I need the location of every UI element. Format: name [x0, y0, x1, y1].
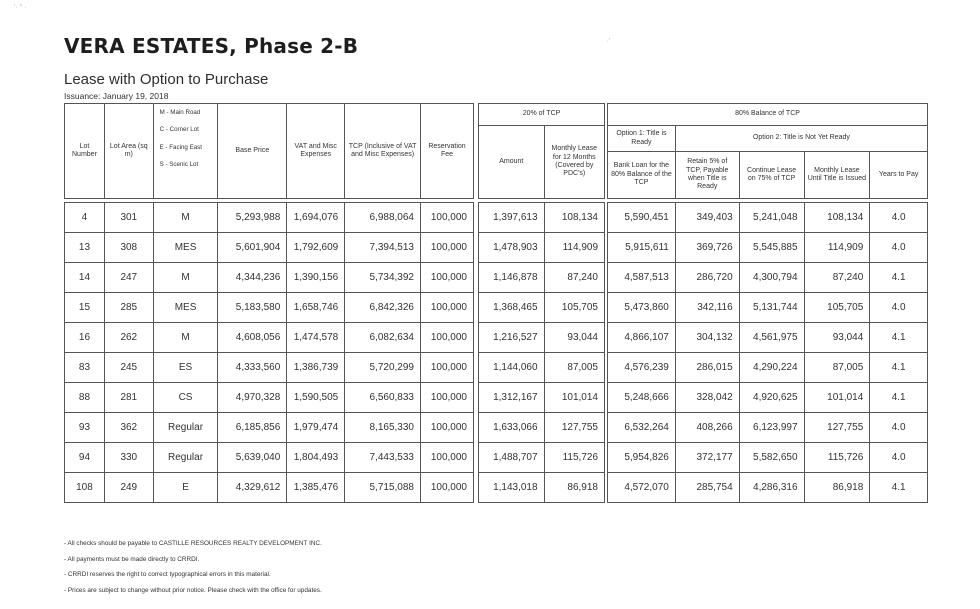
header-vat-misc: VAT and Misc Expenses: [287, 104, 345, 199]
header-monthly-until-title: Monthly Lease Until Title is Issued: [804, 152, 870, 199]
header-continue-lease: Continue Lease on 75% of TCP: [739, 152, 804, 199]
cell-amount: 1,144,060: [479, 353, 545, 383]
cell-vat-misc: 1,386,739: [287, 353, 345, 383]
cell-monthly-lease-12: 86,918: [544, 473, 604, 503]
code-legend-item: M - Main Road: [159, 109, 201, 116]
table-row: [608, 353, 928, 383]
cell-vat-misc: 1,792,609: [287, 233, 345, 263]
cell-years-to-pay: 4.0: [870, 443, 928, 473]
cell-vat-misc: 1,390,156: [287, 263, 345, 293]
cell-continue-lease: 5,582,650: [739, 443, 804, 473]
cell-monthly-until-title: 114,909: [804, 233, 870, 263]
table-row: [479, 383, 605, 413]
cell-lot-area: 245: [104, 353, 153, 383]
cell-vat-misc: 1,590,505: [287, 383, 345, 413]
page-title: VERA ESTATES, Phase 2-B: [64, 34, 359, 58]
cell-monthly-lease-12: 93,044: [544, 323, 604, 353]
cell-monthly-lease-12: 114,909: [544, 233, 604, 263]
cell-lot-area: 330: [104, 443, 153, 473]
cell-tcp: 8,165,330: [345, 413, 421, 443]
code-legend-item: S - Scenic Lot: [159, 161, 199, 169]
table-row: [479, 413, 605, 443]
cell-amount: 1,146,878: [479, 263, 545, 293]
note-item: - CRRDI reserves the right to correct typographical errors in this material.: [64, 571, 271, 578]
cell-retain-five: 349,403: [675, 203, 739, 233]
cell-lot-number: 83: [65, 353, 105, 383]
table-row: [479, 203, 605, 233]
cell-monthly-until-title: 86,918: [804, 473, 870, 503]
table-row: [608, 323, 928, 353]
header-base-price: Base Price: [218, 104, 287, 199]
cell-lot-code: MES: [153, 233, 218, 263]
header-lot-codes: [153, 104, 218, 199]
cell-lot-code: Regular: [153, 443, 218, 473]
price-table-eighty: [607, 103, 928, 503]
cell-tcp: 5,720,299: [345, 353, 421, 383]
price-table-left: [64, 103, 474, 503]
cell-vat-misc: 1,694,076: [287, 203, 345, 233]
issuance-date: Issuance: January 19, 2018: [64, 91, 169, 101]
cell-reservation-fee: 100,000: [421, 293, 474, 323]
cell-tcp: 6,842,326: [345, 293, 421, 323]
cell-retain-five: 286,015: [675, 353, 739, 383]
cell-continue-lease: 4,286,316: [739, 473, 804, 503]
cell-monthly-until-title: 108,134: [804, 203, 870, 233]
header-option-2: Option 2: Title is Not Yet Ready: [675, 126, 927, 152]
cell-tcp: 6,560,833: [345, 383, 421, 413]
cell-monthly-lease-12: 108,134: [544, 203, 604, 233]
cell-continue-lease: 5,545,885: [739, 233, 804, 263]
cell-monthly-until-title: 115,726: [804, 443, 870, 473]
cell-amount: 1,488,707: [479, 443, 545, 473]
table-row: [479, 353, 605, 383]
cell-lot-number: 13: [65, 233, 105, 263]
table-row: [479, 233, 605, 263]
header-eighty-percent: 80% Balance of TCP: [608, 104, 928, 126]
cell-lot-area: 247: [104, 263, 153, 293]
cell-years-to-pay: 4.1: [870, 383, 928, 413]
cell-lot-number: 88: [65, 383, 105, 413]
cell-bank-loan: 4,866,107: [608, 323, 676, 353]
cell-retain-five: 372,177: [675, 443, 739, 473]
cell-lot-code: M: [153, 263, 218, 293]
cell-reservation-fee: 100,000: [421, 203, 474, 233]
cell-vat-misc: 1,474,578: [287, 323, 345, 353]
cell-base-price: 4,608,056: [218, 323, 287, 353]
header-years-to-pay: Years to Pay: [870, 152, 928, 199]
cell-amount: 1,312,167: [479, 383, 545, 413]
table-row: [65, 473, 474, 503]
cell-monthly-until-title: 101,014: [804, 383, 870, 413]
header-lot-number: Lot Number: [65, 104, 105, 199]
cell-tcp: 6,082,634: [345, 323, 421, 353]
note-item: - All payments must be made directly to CRRDI.: [64, 555, 200, 563]
table-row: [479, 473, 605, 503]
cell-retain-five: 328,042: [675, 383, 739, 413]
cell-lot-area: 249: [104, 473, 153, 503]
header-option-1: Option 1: Title is Ready: [608, 126, 676, 152]
cell-lot-number: 14: [65, 263, 105, 293]
cell-retain-five: 304,132: [675, 323, 739, 353]
cell-years-to-pay: 4.1: [870, 473, 928, 503]
table-row: [65, 413, 474, 443]
header-retain-five: Retain 5% of TCP, Payable when Title is Ready: [675, 152, 739, 199]
cell-bank-loan: 5,954,826: [608, 443, 676, 473]
note-item: - Prices are subject to change without prior notice. Please check with the office for updates.: [64, 586, 322, 594]
cell-continue-lease: 4,561,975: [739, 323, 804, 353]
table-row: [479, 293, 605, 323]
cell-amount: 1,368,465: [479, 293, 545, 323]
cell-reservation-fee: 100,000: [421, 263, 474, 293]
cell-bank-loan: 6,532,264: [608, 413, 676, 443]
table-row: [608, 293, 928, 323]
cell-retain-five: 285,754: [675, 473, 739, 503]
table-row: [65, 353, 474, 383]
cell-years-to-pay: 4.1: [870, 323, 928, 353]
cell-continue-lease: 4,300,794: [739, 263, 804, 293]
table-row: [608, 203, 928, 233]
cell-reservation-fee: 100,000: [421, 323, 474, 353]
cell-years-to-pay: 4.0: [870, 203, 928, 233]
cell-bank-loan: 5,248,666: [608, 383, 676, 413]
cell-vat-misc: 1,658,746: [287, 293, 345, 323]
header-monthly-lease-12: Monthly Lease for 12 Months (Covered by PDC's): [544, 126, 604, 199]
cell-vat-misc: 1,979,474: [287, 413, 345, 443]
table-row: [65, 293, 474, 323]
cell-reservation-fee: 100,000: [421, 233, 474, 263]
cell-lot-code: M: [153, 323, 218, 353]
table-row: [608, 473, 928, 503]
cell-bank-loan: 4,587,513: [608, 263, 676, 293]
cell-bank-loan: 5,915,611: [608, 233, 676, 263]
note-item: - All checks should be payable to CASTILLE RESOURCES REALTY DEVELOPMENT INC.: [64, 540, 322, 547]
cell-lot-code: M: [153, 203, 218, 233]
table-row: [65, 323, 474, 353]
header-reservation-fee: Reservation Fee: [421, 104, 474, 199]
cell-lot-area: 262: [104, 323, 153, 353]
cell-lot-area: 301: [104, 203, 153, 233]
cell-tcp: 7,443,533: [345, 443, 421, 473]
scan-mark: ‘· “ ·: [14, 4, 27, 11]
cell-continue-lease: 5,241,048: [739, 203, 804, 233]
table-row: [479, 323, 605, 353]
cell-base-price: 5,183,580: [218, 293, 287, 323]
cell-continue-lease: 5,131,744: [739, 293, 804, 323]
header-twenty-percent: 20% of TCP: [479, 104, 605, 126]
header-bank-loan: Bank Loan for the 80% Balance of the TCP: [608, 152, 676, 199]
cell-lot-number: 93: [65, 413, 105, 443]
cell-reservation-fee: 100,000: [421, 383, 474, 413]
cell-lot-area: 362: [104, 413, 153, 443]
table-row: [65, 443, 474, 473]
cell-bank-loan: 4,576,239: [608, 353, 676, 383]
cell-monthly-lease-12: 87,005: [544, 353, 604, 383]
cell-base-price: 5,293,988: [218, 203, 287, 233]
cell-monthly-lease-12: 87,240: [544, 263, 604, 293]
table-row: [608, 233, 928, 263]
cell-base-price: 5,639,040: [218, 443, 287, 473]
cell-years-to-pay: 4.0: [870, 413, 928, 443]
cell-years-to-pay: 4.0: [870, 233, 928, 263]
table-row: [65, 203, 474, 233]
cell-base-price: 4,970,328: [218, 383, 287, 413]
cell-lot-code: MES: [153, 293, 218, 323]
header-lot-area: Lot Area (sq m): [104, 104, 153, 199]
cell-base-price: 6,185,856: [218, 413, 287, 443]
cell-reservation-fee: 100,000: [421, 443, 474, 473]
table-row: [608, 443, 928, 473]
cell-lot-number: 16: [65, 323, 105, 353]
cell-continue-lease: 4,920,625: [739, 383, 804, 413]
cell-monthly-until-title: 127,755: [804, 413, 870, 443]
cell-monthly-lease-12: 127,755: [544, 413, 604, 443]
table-row: [65, 233, 474, 263]
scan-mark: ·’: [606, 38, 610, 45]
cell-base-price: 5,601,904: [218, 233, 287, 263]
cell-reservation-fee: 100,000: [421, 353, 474, 383]
cell-lot-code: Regular: [153, 413, 218, 443]
footer-notes: [64, 536, 322, 598]
cell-lot-code: CS: [153, 383, 218, 413]
cell-tcp: 5,734,392: [345, 263, 421, 293]
cell-years-to-pay: 4.1: [870, 353, 928, 383]
cell-vat-misc: 1,385,476: [287, 473, 345, 503]
cell-amount: 1,216,527: [479, 323, 545, 353]
cell-base-price: 4,344,236: [218, 263, 287, 293]
cell-base-price: 4,333,560: [218, 353, 287, 383]
cell-bank-loan: 4,572,070: [608, 473, 676, 503]
cell-monthly-until-title: 87,005: [804, 353, 870, 383]
cell-tcp: 6,988,064: [345, 203, 421, 233]
cell-bank-loan: 5,590,451: [608, 203, 676, 233]
cell-monthly-until-title: 87,240: [804, 263, 870, 293]
cell-bank-loan: 5,473,860: [608, 293, 676, 323]
cell-retain-five: 286,720: [675, 263, 739, 293]
table-row: [65, 263, 474, 293]
cell-amount: 1,478,903: [479, 233, 545, 263]
price-table-twenty: [478, 103, 605, 503]
cell-lot-number: 94: [65, 443, 105, 473]
page-subtitle: Lease with Option to Purchase: [64, 71, 269, 88]
cell-retain-five: 342,116: [675, 293, 739, 323]
cell-monthly-until-title: 93,044: [804, 323, 870, 353]
cell-lot-code: ES: [153, 353, 218, 383]
table-row: [608, 263, 928, 293]
code-legend-item: E - Facing East: [159, 143, 202, 151]
header-amount: Amount: [479, 126, 545, 199]
cell-tcp: 5,715,088: [345, 473, 421, 503]
cell-lot-area: 308: [104, 233, 153, 263]
cell-base-price: 4,329,612: [218, 473, 287, 503]
table-row: [65, 383, 474, 413]
code-legend-item: C - Corner Lot: [159, 126, 199, 134]
cell-monthly-lease-12: 105,705: [544, 293, 604, 323]
cell-lot-number: 15: [65, 293, 105, 323]
cell-monthly-lease-12: 101,014: [544, 383, 604, 413]
cell-years-to-pay: 4.1: [870, 263, 928, 293]
cell-lot-number: 4: [65, 203, 105, 233]
header-tcp: TCP (Inclusive of VAT and Misc Expenses): [345, 104, 421, 199]
table-row: [608, 413, 928, 443]
cell-monthly-until-title: 105,705: [804, 293, 870, 323]
cell-continue-lease: 6,123,997: [739, 413, 804, 443]
cell-lot-number: 108: [65, 473, 105, 503]
cell-amount: 1,397,613: [479, 203, 545, 233]
cell-retain-five: 408,266: [675, 413, 739, 443]
cell-amount: 1,143,018: [479, 473, 545, 503]
cell-reservation-fee: 100,000: [421, 473, 474, 503]
table-row: [479, 443, 605, 473]
cell-lot-area: 285: [104, 293, 153, 323]
cell-lot-code: E: [153, 473, 218, 503]
table-row: [479, 263, 605, 293]
cell-years-to-pay: 4.0: [870, 293, 928, 323]
cell-monthly-lease-12: 115,726: [544, 443, 604, 473]
cell-vat-misc: 1,804,493: [287, 443, 345, 473]
cell-amount: 1,633,066: [479, 413, 545, 443]
cell-retain-five: 369,726: [675, 233, 739, 263]
cell-lot-area: 281: [104, 383, 153, 413]
cell-tcp: 7,394,513: [345, 233, 421, 263]
table-row: [608, 383, 928, 413]
cell-continue-lease: 4,290,224: [739, 353, 804, 383]
cell-reservation-fee: 100,000: [421, 413, 474, 443]
